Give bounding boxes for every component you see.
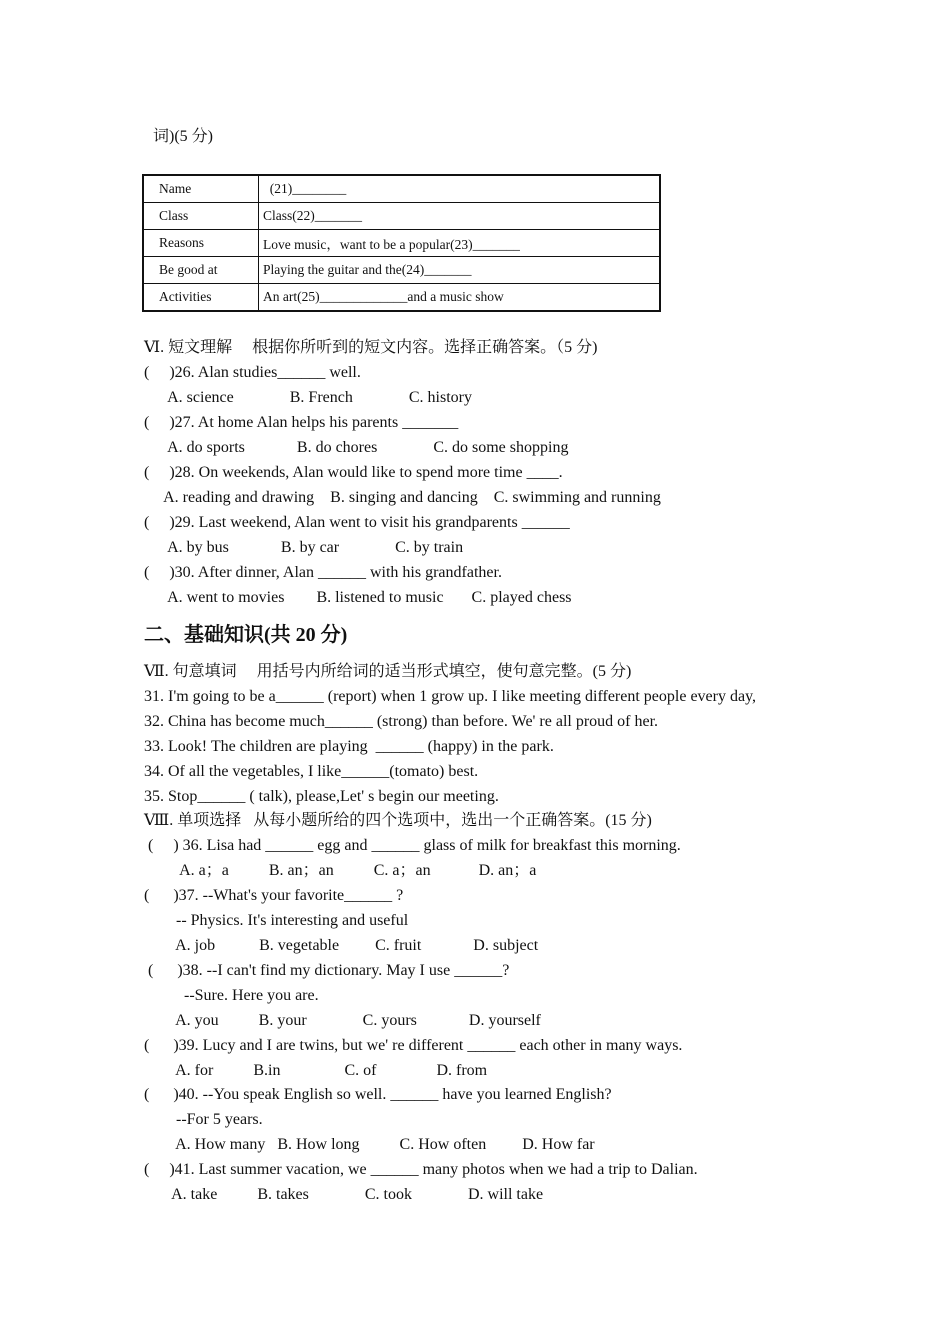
table-label: Activities <box>143 284 259 312</box>
option-line: A. reading and drawing B. singing and dancing C. swimming and running <box>144 489 661 506</box>
table-label: Class <box>143 203 259 230</box>
table-value: (21)________ <box>259 175 661 203</box>
answer-line: --Sure. Here you are. <box>144 987 319 1004</box>
option-line: A. a；a B. an；an C. a；an D. an；a <box>144 862 537 879</box>
question-line: ( )37. --What's your favorite______ ? <box>144 887 404 904</box>
option-line: A. by bus B. by car C. by train <box>144 539 464 556</box>
option-line: A. for B.in C. of D. from <box>144 1062 488 1079</box>
table-row <box>143 257 660 284</box>
table-row <box>143 203 660 230</box>
section6-title: Ⅵ. 短文理解 根据你所听到的短文内容。选择正确答案。（5 分) <box>144 339 598 356</box>
question-line: ( )40. --You speak English so well. ______ have you learned English? <box>144 1086 612 1103</box>
table-value: Class(22)_______ <box>259 203 661 230</box>
option-line: A. you B. your C. yours D. yourself <box>144 1012 541 1029</box>
question-line: ( ) 36. Lisa had ______ egg and ______ glass of milk for breakfast this morning. <box>144 837 681 854</box>
part2-title: 二、基础知识(共 20 分) <box>144 624 348 646</box>
question-line: ( )29. Last weekend, Alan went to visit his grandparents ______ <box>144 514 570 531</box>
option-line: A. went to movies B. listened to music C. played chess <box>144 589 572 606</box>
question-line: 33. Look! The children are playing ______ (happy) in the park. <box>144 738 554 755</box>
table-label: Be good at <box>143 257 259 284</box>
option-line: A. How many B. How long C. How often D. How far <box>144 1136 595 1153</box>
answer-line: -- Physics. It's interesting and useful <box>144 912 409 929</box>
question-line: ( )26. Alan studies______ well. <box>144 364 361 381</box>
question-line: 32. China has become much______ (strong) than before. We' re all proud of her. <box>144 713 659 730</box>
info-table <box>142 174 661 312</box>
question-line: ( )38. --I can't find my dictionary. May I use ______? <box>144 962 510 979</box>
table-label: Name <box>143 175 259 203</box>
table-row <box>143 284 660 312</box>
table-label: Reasons <box>143 230 259 257</box>
question-line: ( )27. At home Alan helps his parents _______ <box>144 414 459 431</box>
table-row <box>143 175 660 203</box>
question-line: ( )39. Lucy and I are twins, but we' re different ______ each other in many ways. <box>144 1037 683 1054</box>
question-line: 34. Of all the vegetables, I like______(tomato) best. <box>144 763 479 780</box>
option-line: A. do sports B. do chores C. do some shopping <box>144 439 569 456</box>
question-line: 35. Stop______ ( talk), please,Let' s begin our meeting. <box>144 788 499 805</box>
question-line: 31. I'm going to be a______ (report) when 1 grow up. I like meeting different people every day, <box>144 688 757 705</box>
option-line: A. science B. French C. history <box>144 389 472 406</box>
question-line: ( )41. Last summer vacation, we ______ many photos when we had a trip to Dalian. <box>144 1161 698 1178</box>
section8-title: Ⅷ. 单项选择 从每小题所给的四个选项中，选出一个正确答案。(15 分) <box>144 812 652 829</box>
table-value: Playing the guitar and the(24)_______ <box>259 257 661 284</box>
section7-title: Ⅶ. 句意填词 用括号内所给词的适当形式填空，使句意完整。(5 分) <box>144 663 632 680</box>
table-value: Love music，want to be a popular(23)_______ <box>259 230 661 257</box>
top-fragment: 词)(5 分) <box>153 128 213 145</box>
table-value: An art(25)_____________and a music show <box>259 284 661 312</box>
table-row <box>143 230 660 257</box>
option-line: A. take B. takes C. took D. will take <box>144 1186 544 1203</box>
option-line: A. job B. vegetable C. fruit D. subject <box>144 937 539 954</box>
question-line: ( )30. After dinner, Alan ______ with his grandfather. <box>144 564 502 581</box>
answer-line: --For 5 years. <box>144 1111 263 1128</box>
question-line: ( )28. On weekends, Alan would like to spend more time ____. <box>144 464 563 481</box>
